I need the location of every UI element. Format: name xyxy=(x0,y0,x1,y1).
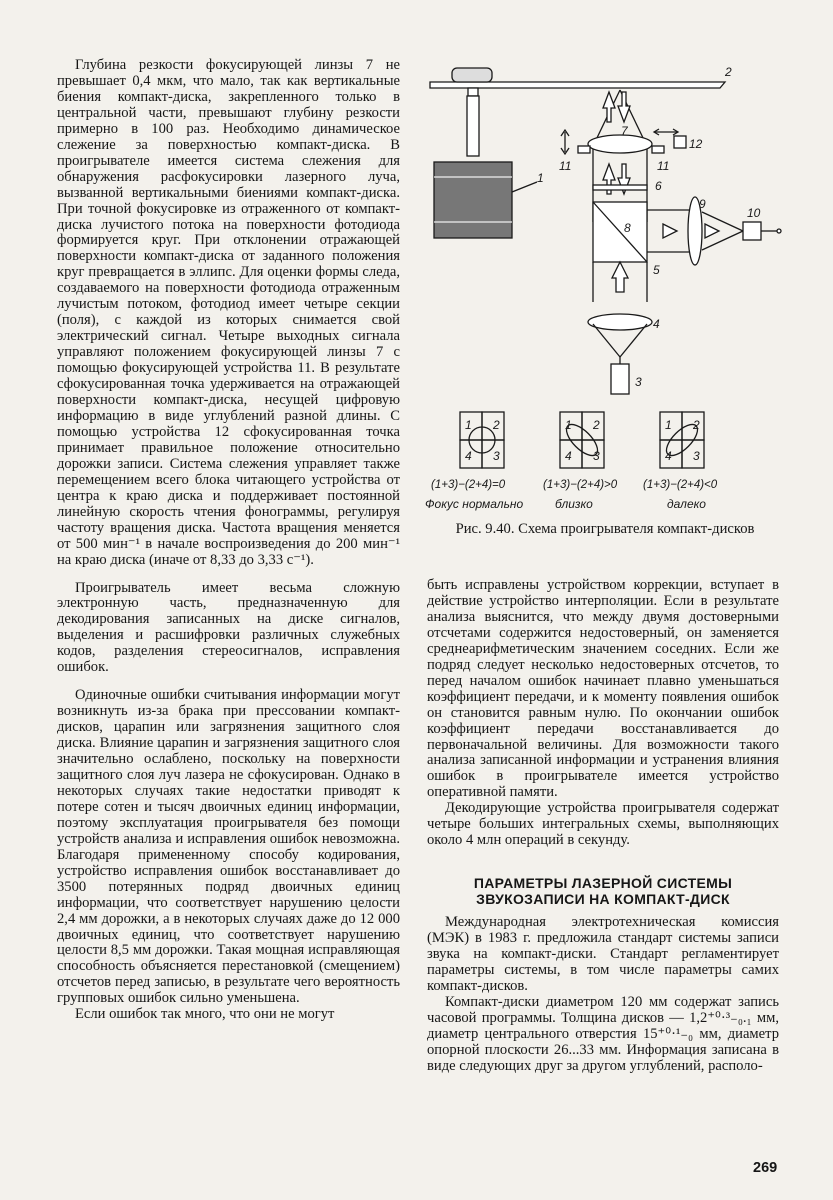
right-text-column xyxy=(427,578,779,1075)
paragraph-continued: Если ошибок так много, что они не могут xyxy=(75,1006,335,1023)
photodiode xyxy=(743,222,761,240)
laser-lens xyxy=(588,314,652,330)
state-normal: Фокус нормально xyxy=(425,497,524,511)
label-actuator-left: 11 xyxy=(559,159,572,173)
tracking-actuator xyxy=(674,136,686,148)
laser-diode xyxy=(611,364,629,394)
focus-lens xyxy=(588,135,652,153)
label-detector-lens: 9 xyxy=(699,197,706,211)
left-text-column xyxy=(57,58,400,1023)
q-normal-3: 3 xyxy=(493,449,500,463)
label-laser-lens: 4 xyxy=(653,317,660,331)
q-far-3: 3 xyxy=(693,449,700,463)
paragraph-disc-parameters: Компакт-диски диаметром 120 мм содержат запись часовой программы. Толщина дисков — 1,2⁺⁰·³₋₀.₁ мм, диаметр центрального отверстия 15⁺⁰·¹₋₀ мм, диаметр опорной плоскости 26...33 мм. Информация записана в виде следующих друг за другом углублений, располо- xyxy=(427,993,779,1074)
figure-caption: Рис. 9.40. Схема проигрывателя компакт-дисков xyxy=(455,521,755,537)
motor-body xyxy=(434,162,512,238)
player-schematic-figure xyxy=(425,52,785,522)
q-far-2: 2 xyxy=(693,418,700,432)
section-heading xyxy=(427,875,779,907)
label-actuator-right: 11 xyxy=(657,159,670,173)
paragraph-iec-standard: Международная электротехническая комиссия (МЭК) в 1983 г. предложила стандарт системы записи звука на компакт-диски. Стандарт регламентирует параметры системы, в том числе параметры самих компакт-дисков. xyxy=(427,914,779,995)
focus-actuator-left xyxy=(578,146,590,153)
q-normal-1: 1 xyxy=(465,418,472,432)
q-far-1: 1 xyxy=(665,418,672,432)
label-prism: 8 xyxy=(624,221,631,235)
label-prism-side: 5 xyxy=(653,263,660,277)
state-far: далеко xyxy=(667,497,706,511)
q-normal-4: 4 xyxy=(465,449,472,463)
section-heading-line-1: ПАРАМЕТРЫ ЛАЗЕРНОЙ СИСТЕМЫ xyxy=(473,875,733,892)
q-near-4: 4 xyxy=(565,449,572,463)
q-near-2: 2 xyxy=(593,418,600,432)
spindle-hub xyxy=(452,68,492,82)
label-disc: 2 xyxy=(725,65,732,79)
q-normal-2: 2 xyxy=(493,418,500,432)
page-number: 269 xyxy=(753,1160,778,1176)
formula-far: (1+3)−(2+4)<0 xyxy=(643,479,718,491)
paragraph-focus-tracking: Глубина резкости фокусирующей линзы 7 не превышает 0,4 мкм, что мало, так как вертикальные биения компакт-диска, закрепленного только в центральной части, превышают глубину резкости примерно в 100 раз. Необходимо динамическое слежение за поверхностью компакт-диска. В проигрывателе имеется система слежения для обнаружения расфокусировки лазерного луча, вызванной вертикальными биениями компакт-диска. При точной фокусировке из отраженного от компакт-диска лучистого потока на поверхности фотодиода формируется круг. При отклонении отражающей поверхности компакт-диска от заданного положения круг превращается в эллипс. Для оценки формы следа, создаваемого на поверхности фотодиода отраженным лучистым потоком, фотодиод имеет четыре секции (поля), с каждой из которых снимается свой электрический сигнал. Четыре выходных сигнала управляют положением фокусирующей линзы 7 с помощью фокусирующей устройства 11. В результате сфокусированная точка удерживается на отражающей поверхности компакт-диска, несущей цифровую информацию в виде углублений разной длины. С помощью устройства 12 сфокусированная точка принимает правильное положение относительно дорожки записи. Система слежения управляет также перемещением всего блока читающего устройства от центра к краю диска и поддерживает постоянной линейную скорость чтения фонограммы, регулируя частоту вращения диска. Частота вращения меняется от 500 мин⁻¹ в начале воспроизведения до 200 мин⁻¹ на краю диска (иначе от 8,33 до 3,33 с⁻¹). xyxy=(57,57,400,568)
focus-actuator-right xyxy=(652,146,664,153)
label-lens-focus: 7 xyxy=(621,124,628,138)
paragraph-interpolation: быть исправлены устройством коррекции, вступает в действие устройство интерполяции. Если в результате анализа выяснится, что между двумя достоверными отсчетами содержится недостоверный, он заменяется среднеарифметическим значением соседних. Если же подряд следует несколько недостоверных отсчетов, то перед началом ошибок начинает плавно уменьшаться коэффициент передачи, и к моменту появления ошибок он становится равным нулю. По окончании ошибок коэффициент передачи восстанавливается до первоначальной величины. Для возможности такого анализа записанной информации и устранения влияния ошибок в проигрывателе имеется устройство оперативной памяти. xyxy=(427,577,779,801)
label-laser: 3 xyxy=(635,375,642,389)
q-near-3: 3 xyxy=(593,449,600,463)
formula-normal: (1+3)−(2+4)=0 xyxy=(431,479,506,491)
formula-near: (1+3)−(2+4)>0 xyxy=(543,479,618,491)
section-heading-line-2: ЗВУКОЗАПИСИ НА КОМПАКТ-ДИСК xyxy=(476,891,730,908)
state-near: близко xyxy=(555,497,593,511)
paragraph-electronics: Проигрыватель имеет весьма сложную электронную часть, предназначенную для декодирования записанных на диске сигналов, выделения и расшифровки различных служебных кодов, разделения стереосигналов, исправления ошибок. xyxy=(57,579,400,676)
label-motor: 1 xyxy=(537,171,544,185)
q-near-1: 1 xyxy=(565,418,572,432)
motor-shaft xyxy=(467,96,479,156)
paragraph-decoders: Декодирующие устройства проигрывателя содержат четыре больших интегральных схемы, выполняющих около 4 млн операций в секунду. xyxy=(427,800,779,849)
label-tracking: 12 xyxy=(689,137,703,151)
label-photodiode: 10 xyxy=(747,206,761,220)
paragraph-read-errors: Одиночные ошибки считывания информации могут возникнуть из-за брака при прессовании компакт-дисков, царапин или загрязнения защитного слоя диска. Влияние царапин и загрязнения защитного слоя значительно ослаблено, поскольку на поверхности защитного слоя луч лазера не сфокусирован. Однако в некоторых случаях такие недостатки приводят к потере сотен и тысяч двоичных единиц информации, поэтому эксплуатация проигрывателя без помощи устройств анализа и исправления ошибок невозможна. Благодаря примененному способу кодирования, устройство исправления ошибок восстанавливает до 3500 потерянных подряд двоичных единиц информации, что соответствует нарушению целости 2,4 мм дорожки, а в некоторых случаях даже до 12 000 двоичных единиц, что соответствует нарушению целости 8,5 мм дорожки. Такая мощная исправляющая способность объясняется перестановкой (смещением) отсчетов перед записью, в результате чего вероятность групповых ошибок сильно уменьшена. xyxy=(57,687,400,1007)
label-plate: 6 xyxy=(655,179,662,193)
quarter-wave-plate xyxy=(593,185,647,190)
q-far-4: 4 xyxy=(665,449,672,463)
compact-disc-shape xyxy=(430,82,725,88)
